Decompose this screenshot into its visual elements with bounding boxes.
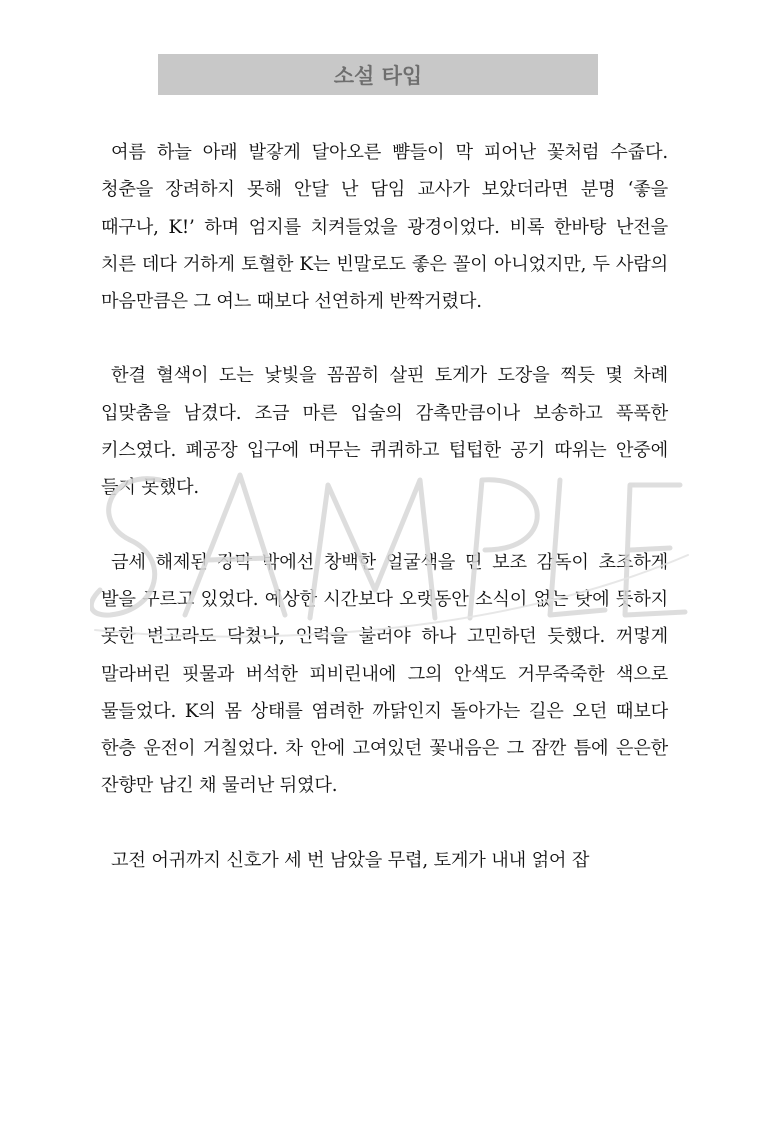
document-title: 소설 타입 [333, 63, 423, 88]
story-text [101, 134, 668, 916]
paragraph-4: 고전 어귀까지 신호가 세 번 남았을 무렵, 토게가 내내 얽어 잡 [111, 849, 590, 871]
title-banner [158, 54, 598, 95]
paragraph-2: 한결 혈색이 도는 낯빛을 꼼꼼히 살핀 토게가 도장을 찍듯 몇 차례 입맞춤을 남겼다. 조금 마른 입술의 감촉만큼이나 보송하고 푹푹한 키스였다. 폐공장 입구에 머무는 퀴퀴하고 텁텁한 공기 따위는 안중에 들지 못했다. [101, 365, 668, 499]
paragraph-1: 여름 하늘 아래 발갛게 달아오른 뺨들이 막 피어난 꽃처럼 수줍다. 청춘을 장려하지 못해 안달 난 담임 교사가 보았더라면 분명 ‘좋을 때구나, K!’ 하며 엄지를 치켜들었을 광경이었다. 비록 한바탕 난전을 치른 데다 거하게 토혈한 K는 빈말로도 좋은 꼴이 아니었지만, 두 사람의 마음만큼은 그 여느 때보다 선연하게 반짝거렸다. [101, 142, 668, 313]
paragraph-3: 금세 해제된 장막 밖에선 창백한 얼굴색을 띤 보조 감독이 초조하게 발을 구르고 있었다. 예상한 시간보다 오랫동안 소식이 없는 탓에 뜻하지 못한 변고라도 닥쳤나, 인력을 불러야 하나 고민하던 듯했다. 꺼멓게 말라버린 핏물과 버석한 피비린내에 그의 안색도 거무죽죽한 색으로 물들었다. K의 몸 상태를 염려한 까닭인지 돌아가는 길은 오던 때보다 한층 운전이 거칠었다. 차 안에 고여있던 꽃내음은 그 잠깐 틈에 은은한 잔향만 남긴 채 물러난 뒤였다. [101, 551, 668, 797]
